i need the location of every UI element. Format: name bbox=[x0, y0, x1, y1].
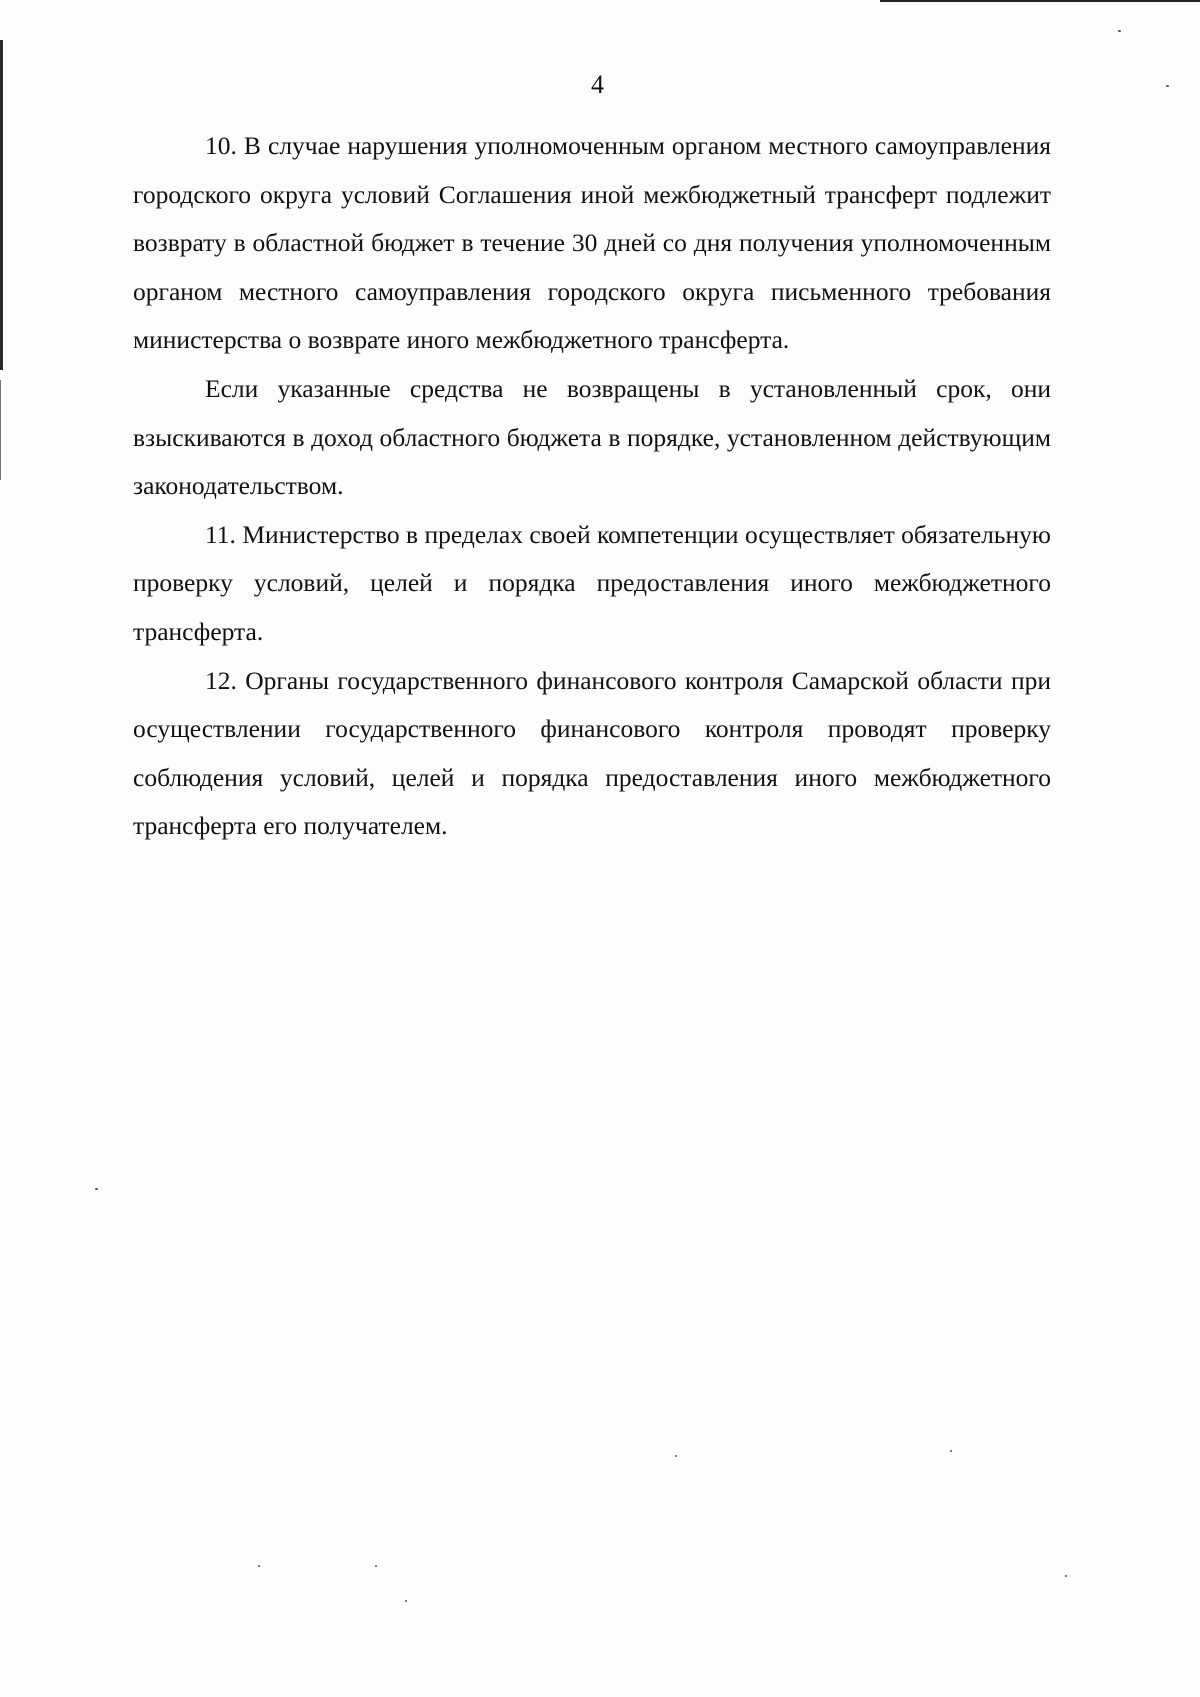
page-number: 4 bbox=[591, 70, 604, 99]
scan-speck bbox=[950, 1450, 952, 1452]
paragraph-12: 12. Органы государственного финансового контроля Самарской области при осуществлении государственного финансового контроля проводят проверку соблюдения условий, целей и порядка предоставления иного межбюджетного трансферта его получателем. bbox=[133, 665, 1051, 841]
paragraph-10: 10. В случае нарушения уполномоченным органом местного самоуправления городского округа условий Соглашения иной межбюджетный трансферт подлежит возврату в областной бюджет в течение 30 дней со дня получения уполномоченным органом местного самоуправления городского округа письменного требования министерства о возврате иного межбюджетного трансферта. bbox=[133, 131, 1051, 355]
paragraph-11: 11. Министерство в пределах своей компетенции осуществляет обязательную проверку условий, целей и порядка предоставления иного межбюджетного трансферта. bbox=[133, 519, 1051, 646]
document-body bbox=[133, 122, 1051, 851]
scan-speck bbox=[675, 1455, 677, 1457]
scan-edge-top bbox=[880, 0, 1200, 2]
scan-speck bbox=[258, 1565, 260, 1567]
scan-speck bbox=[375, 1565, 377, 1567]
scan-speck bbox=[1118, 30, 1121, 32]
scan-speck bbox=[405, 1600, 407, 1602]
scan-edge-left-lower bbox=[0, 380, 1, 480]
scan-speck bbox=[95, 1188, 98, 1190]
scan-speck bbox=[1065, 1575, 1067, 1577]
paragraph-10-continuation: Если указанные средства не возвращены в установленный срок, они взыскиваются в доход областного бюджета в порядке, установленном действующим законодательством. bbox=[133, 373, 1051, 501]
